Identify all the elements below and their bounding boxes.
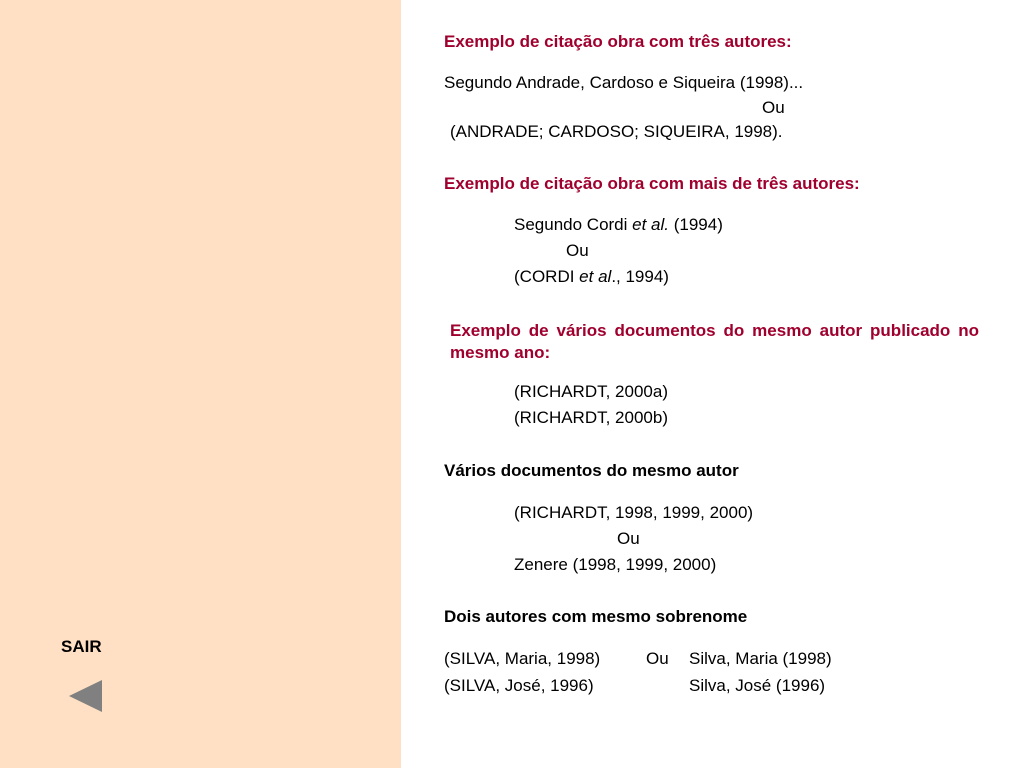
heading-more-than-three-authors: Exemplo de citação obra com mais de três autores: [444,174,860,193]
or-label: Ou [646,649,669,668]
or-label: Ou [566,241,589,260]
heading-several-documents-same-author: Vários documentos do mesmo autor [444,461,739,480]
citation-silva-jose-parenthetical: (SILVA, José, 1996) [444,676,594,695]
citation-silva-jose-narrative: Silva, José (1996) [689,676,826,695]
citation-et-al-parenthetical: (CORDI et al., 1994) [514,267,669,286]
citation-silva-maria-parenthetical: (SILVA, Maria, 1998) [444,649,601,668]
citation-three-authors-parenthetical: (ANDRADE; CARDOSO; SIQUEIRA, 1998). [450,122,783,141]
exit-button[interactable]: SAIR [61,637,102,656]
or-label: Ou [762,98,785,117]
heading-three-authors: Exemplo de citação obra com três autores: [444,32,792,51]
heading-same-surname: Dois autores com mesmo sobrenome [444,607,748,626]
heading-same-author-same-year: Exemplo de vários documentos do mesmo autor publicado no mesmo ano: [450,321,979,362]
citation-same-year-b: (RICHARDT, 2000b) [514,408,668,427]
back-triangle-icon[interactable] [69,680,102,712]
citation-et-al-narrative: Segundo Cordi et al. (1994) [514,215,723,234]
citation-same-year-a: (RICHARDT, 2000a) [514,382,668,401]
citation-multiple-years-parenthetical: (RICHARDT, 1998, 1999, 2000) [514,503,754,522]
left-sidebar [0,0,401,768]
citation-silva-maria-narrative: Silva, Maria (1998) [689,649,832,668]
citation-three-authors-narrative: Segundo Andrade, Cardoso e Siqueira (1998)... [444,73,804,92]
citation-multiple-years-narrative: Zenere (1998, 1999, 2000) [514,555,717,574]
or-label: Ou [617,529,640,548]
